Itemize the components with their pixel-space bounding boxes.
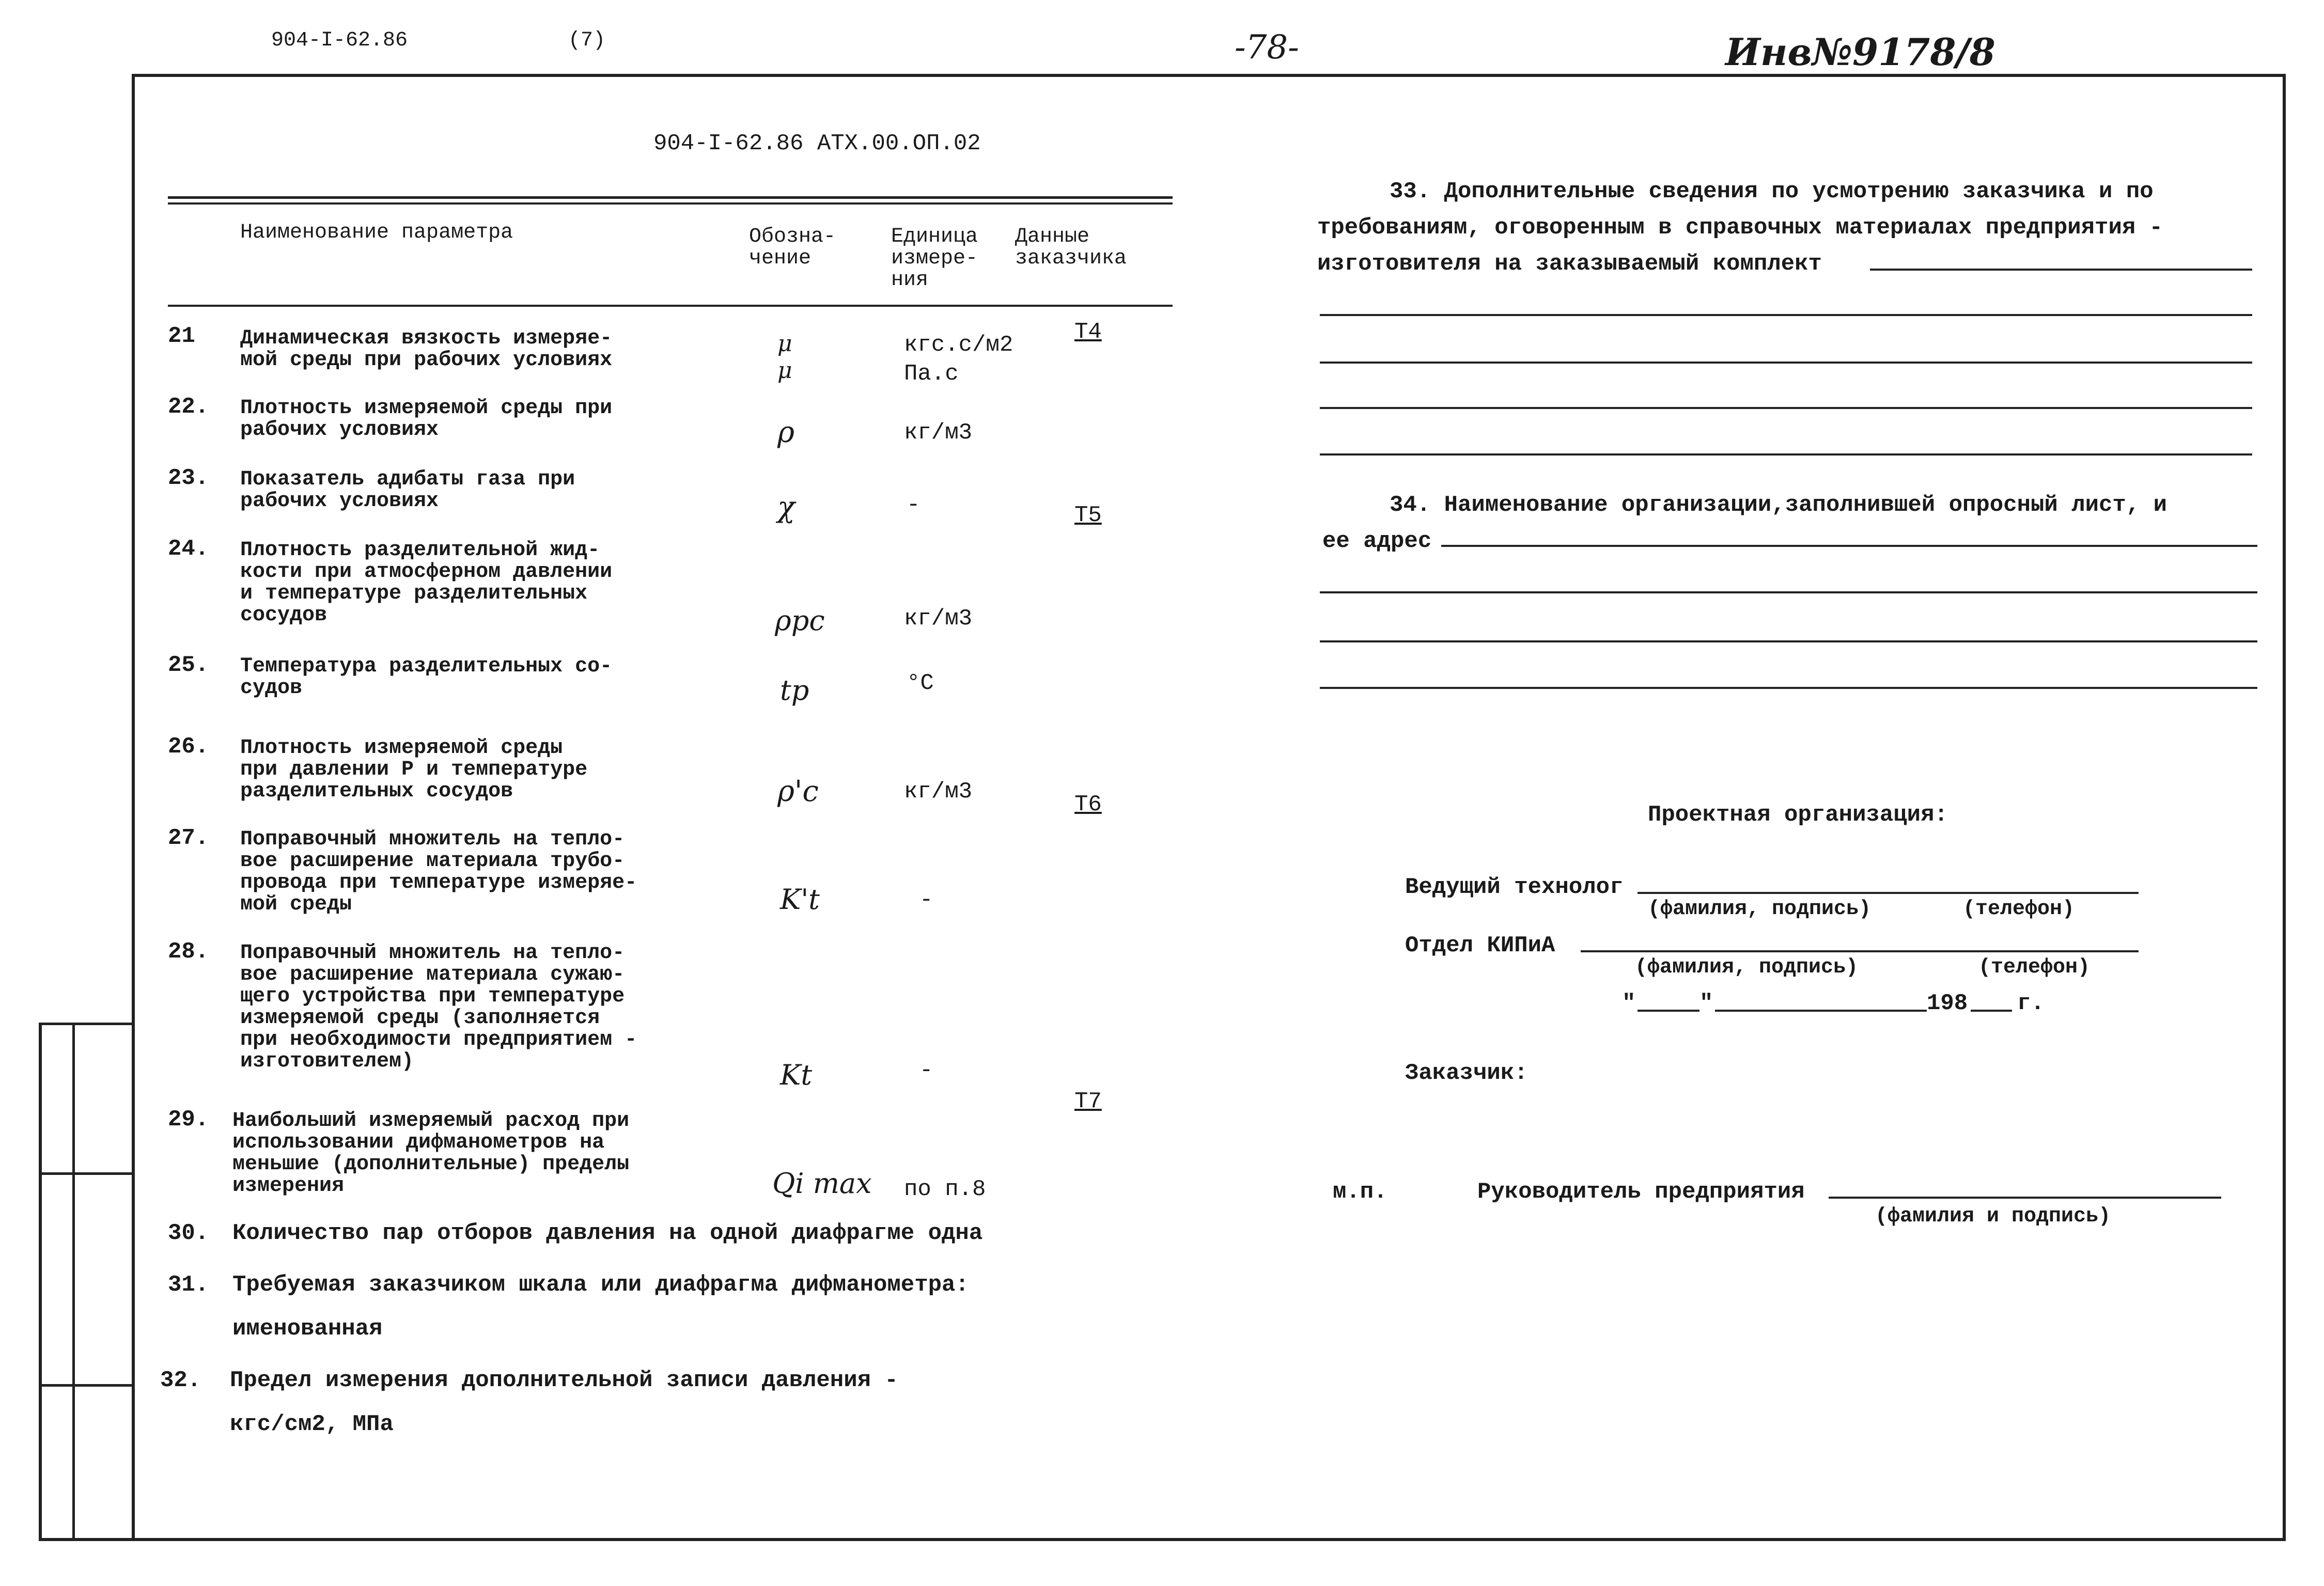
sheet-number: (7)	[568, 29, 606, 52]
org-heading: Проектная организация:	[1648, 802, 1948, 828]
customer-heading: Заказчик:	[1405, 1060, 1528, 1086]
doc-heading: 904-I-62.86 АТХ.00.ОП.02	[653, 131, 981, 156]
col-header-unit: Единица измере- ния	[891, 225, 978, 292]
col-header-symbol: Обозна- чение	[749, 225, 836, 270]
inventory-number: Инв№9178/8	[1725, 30, 1995, 74]
page-number: -78-	[1235, 28, 1299, 67]
table-header-bottom-rule	[168, 305, 1173, 307]
col-header-name: Наименование параметра	[240, 221, 513, 244]
col-header-customer: Данные заказчика	[1015, 225, 1127, 270]
doc-code: 904-I-62.86	[271, 29, 408, 52]
